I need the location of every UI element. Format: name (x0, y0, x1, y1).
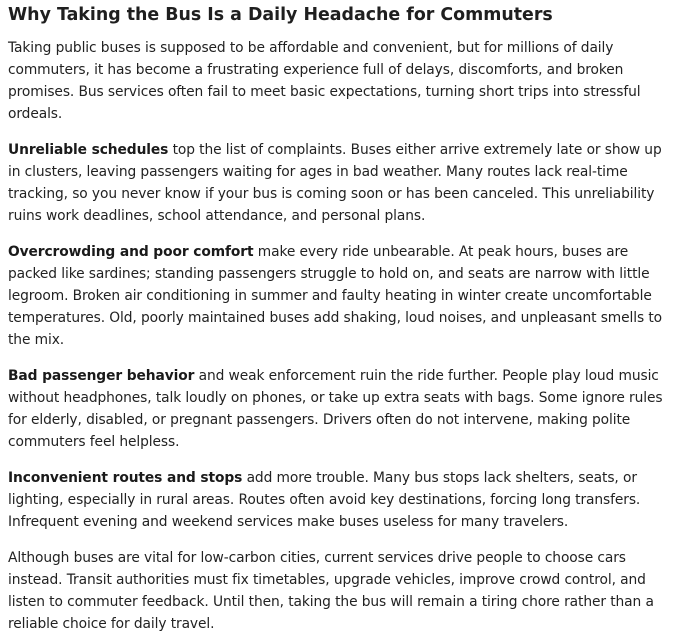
section-lead-schedules: Unreliable schedules (8, 142, 169, 158)
section-lead-routes: Inconvenient routes and stops (8, 470, 243, 486)
section-paragraph-behavior (8, 365, 666, 453)
section-paragraph-routes (8, 467, 666, 533)
section-paragraph-overcrowding (8, 241, 666, 351)
section-lead-overcrowding: Overcrowding and poor comfort (8, 244, 254, 260)
section-text-schedules: top the list of complaints. Buses either arrive extremely late or show up in clusters, leaving passengers waiting for ages in bad weather. Many routes lack real-time tracking, so you never know if your bus is coming soon or has been canceled. This unreliability ruins work deadlines, school attendance, and personal plans. (8, 142, 662, 224)
section-text-overcrowding: make every ride unbearable. At peak hours, buses are packed like sardines; standing passengers struggle to hold on, and seats are narrow with little legroom. Broken air conditioning in summer and faulty heating in winter create uncomfortable temperatures. Old, poorly maintained buses add shaking, loud noises, and unpleasant smells to the mix. (8, 244, 663, 348)
conclusion-paragraph: Although buses are vital for low-carbon cities, current services drive people to choose cars instead. Transit authorities must fix timetables, upgrade vehicles, improve crowd control, and listen to commuter feedback. Until then, taking the bus will remain a tiring chore rather than a reliable choice for daily travel. (8, 550, 654, 632)
section-text-routes: add more trouble. Many bus stops lack shelters, seats, or lighting, especially in rural areas. Routes often avoid key destinations, forcing long transfers. Infrequent evening and weekend services make buses useless for many travelers. (8, 470, 641, 530)
section-paragraph-schedules (8, 139, 666, 227)
section-text-behavior: and weak enforcement ruin the ride further. People play loud music without headphones, talk loudly on phones, or take up extra seats with bags. Some ignore rules for elderly, disabled, or pregnant passengers. Drivers often do not intervene, making polite commuters feel helpless. (8, 368, 663, 450)
section-lead-behavior: Bad passenger behavior (8, 368, 195, 384)
article-title: Why Taking the Bus Is a Daily Headache for Commuters (8, 5, 553, 25)
intro-paragraph: Taking public buses is supposed to be affordable and convenient, but for millions of daily commuters, it has become a frustrating experience full of delays, discomforts, and broken promises. Bus services often fail to meet basic expectations, turning short trips into stressful ordeals. (8, 40, 641, 122)
